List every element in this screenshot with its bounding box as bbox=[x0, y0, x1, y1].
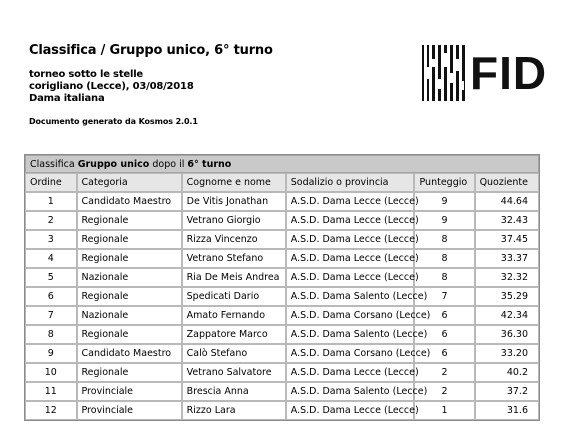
table-caption bbox=[25, 155, 539, 173]
cell-ordine: 12 bbox=[25, 401, 77, 420]
cell-categoria: Candidato Maestro bbox=[77, 192, 182, 211]
cell-punteggio: 9 bbox=[414, 192, 474, 211]
cell-categoria: Regionale bbox=[77, 325, 182, 344]
cell-quoziente: 37.2 bbox=[475, 382, 539, 401]
cell-punteggio: 7 bbox=[414, 287, 474, 306]
cell-punteggio: 6 bbox=[414, 344, 474, 363]
cell-ordine: 2 bbox=[25, 211, 77, 230]
header-quoziente: Quoziente bbox=[475, 173, 539, 192]
cell-ordine: 6 bbox=[25, 287, 77, 306]
cell-sodalizio: A.S.D. Dama Lecce (Lecce) bbox=[286, 230, 415, 249]
table-row bbox=[25, 401, 539, 420]
caption-prefix: Classifica bbox=[30, 158, 75, 170]
cell-punteggio: 2 bbox=[414, 363, 474, 382]
cell-ordine: 1 bbox=[25, 192, 77, 211]
cell-ordine: 7 bbox=[25, 306, 77, 325]
cell-ordine: 10 bbox=[25, 363, 77, 382]
table-row bbox=[25, 287, 539, 306]
generated-note: Documento generato da Kosmos 2.0.1 bbox=[29, 117, 198, 126]
table-body bbox=[25, 192, 539, 420]
caption-group: Gruppo unico bbox=[77, 158, 150, 170]
cell-cognome-nome: Amato Fernando bbox=[182, 306, 286, 325]
fid-logo bbox=[422, 45, 548, 101]
caption-middle: dopo il bbox=[152, 158, 185, 170]
cell-quoziente: 35.29 bbox=[475, 287, 539, 306]
cell-sodalizio: A.S.D. Dama Salento (Lecce) bbox=[286, 382, 415, 401]
table-row bbox=[25, 249, 539, 268]
table-caption-row bbox=[25, 155, 539, 173]
header-cognome-nome: Cognome e nome bbox=[182, 173, 286, 192]
header-sodalizio: Sodalizio o provincia bbox=[286, 173, 415, 192]
cell-sodalizio: A.S.D. Dama Lecce (Lecce) bbox=[286, 192, 415, 211]
table-row bbox=[25, 344, 539, 363]
cell-ordine: 4 bbox=[25, 249, 77, 268]
cell-sodalizio: A.S.D. Dama Corsano (Lecce) bbox=[286, 344, 415, 363]
cell-sodalizio: A.S.D. Dama Lecce (Lecce) bbox=[286, 401, 415, 420]
logo-bars-icon bbox=[422, 45, 466, 101]
header-categoria: Categoria bbox=[77, 173, 182, 192]
cell-quoziente: 42.34 bbox=[475, 306, 539, 325]
table-row bbox=[25, 363, 539, 382]
cell-punteggio: 8 bbox=[414, 268, 474, 287]
cell-cognome-nome: Rizza Vincenzo bbox=[182, 230, 286, 249]
cell-ordine: 8 bbox=[25, 325, 77, 344]
cell-quoziente: 33.20 bbox=[475, 344, 539, 363]
game-type: Dama italiana bbox=[29, 93, 105, 104]
cell-quoziente: 32.43 bbox=[475, 211, 539, 230]
tournament-place-date: corigliano (Lecce), 03/08/2018 bbox=[29, 81, 194, 92]
cell-ordine: 3 bbox=[25, 230, 77, 249]
table-row bbox=[25, 192, 539, 211]
cell-categoria: Regionale bbox=[77, 363, 182, 382]
table-header-row bbox=[25, 173, 539, 192]
table-row bbox=[25, 382, 539, 401]
cell-categoria: Nazionale bbox=[77, 268, 182, 287]
cell-sodalizio: A.S.D. Dama Lecce (Lecce) bbox=[286, 249, 415, 268]
cell-cognome-nome: Vetrano Salvatore bbox=[182, 363, 286, 382]
cell-punteggio: 1 bbox=[414, 401, 474, 420]
cell-quoziente: 33.37 bbox=[475, 249, 539, 268]
cell-categoria: Candidato Maestro bbox=[77, 344, 182, 363]
cell-cognome-nome: De Vitis Jonathan bbox=[182, 192, 286, 211]
cell-sodalizio: A.S.D. Dama Salento (Lecce) bbox=[286, 325, 415, 344]
cell-categoria: Provinciale bbox=[77, 401, 182, 420]
cell-quoziente: 37.45 bbox=[475, 230, 539, 249]
cell-ordine: 5 bbox=[25, 268, 77, 287]
cell-punteggio: 8 bbox=[414, 249, 474, 268]
cell-sodalizio: A.S.D. Dama Lecce (Lecce) bbox=[286, 211, 415, 230]
cell-categoria: Regionale bbox=[77, 211, 182, 230]
table-row bbox=[25, 268, 539, 287]
cell-cognome-nome: Vetrano Giorgio bbox=[182, 211, 286, 230]
header-punteggio: Punteggio bbox=[414, 173, 474, 192]
cell-ordine: 9 bbox=[25, 344, 77, 363]
cell-sodalizio: A.S.D. Dama Lecce (Lecce) bbox=[286, 268, 415, 287]
table-row bbox=[25, 230, 539, 249]
cell-categoria: Regionale bbox=[77, 249, 182, 268]
ranking-table bbox=[24, 154, 540, 421]
cell-cognome-nome: Vetrano Stefano bbox=[182, 249, 286, 268]
cell-punteggio: 2 bbox=[414, 382, 474, 401]
table-row bbox=[25, 211, 539, 230]
cell-sodalizio: A.S.D. Dama Corsano (Lecce) bbox=[286, 306, 415, 325]
header-ordine: Ordine bbox=[25, 173, 77, 192]
table-row bbox=[25, 325, 539, 344]
cell-punteggio: 6 bbox=[414, 306, 474, 325]
cell-quoziente: 40.2 bbox=[475, 363, 539, 382]
cell-cognome-nome: Rizzo Lara bbox=[182, 401, 286, 420]
cell-punteggio: 6 bbox=[414, 325, 474, 344]
cell-quoziente: 44.64 bbox=[475, 192, 539, 211]
logo-text: FID bbox=[470, 47, 548, 99]
caption-turn: 6° turno bbox=[187, 158, 232, 170]
cell-sodalizio: A.S.D. Dama Salento (Lecce) bbox=[286, 287, 415, 306]
cell-categoria: Provinciale bbox=[77, 382, 182, 401]
cell-cognome-nome: Ria De Meis Andrea bbox=[182, 268, 286, 287]
cell-cognome-nome: Brescia Anna bbox=[182, 382, 286, 401]
cell-cognome-nome: Zappatore Marco bbox=[182, 325, 286, 344]
tournament-name: torneo sotto le stelle bbox=[29, 69, 144, 80]
cell-categoria: Regionale bbox=[77, 230, 182, 249]
cell-punteggio: 8 bbox=[414, 230, 474, 249]
page-title: Classifica / Gruppo unico, 6° turno bbox=[29, 43, 273, 58]
cell-quoziente: 36.30 bbox=[475, 325, 539, 344]
cell-quoziente: 31.6 bbox=[475, 401, 539, 420]
tournament-info bbox=[29, 69, 194, 105]
cell-quoziente: 32.32 bbox=[475, 268, 539, 287]
cell-punteggio: 9 bbox=[414, 211, 474, 230]
cell-categoria: Nazionale bbox=[77, 306, 182, 325]
cell-categoria: Regionale bbox=[77, 287, 182, 306]
cell-sodalizio: A.S.D. Dama Lecce (Lecce) bbox=[286, 363, 415, 382]
cell-cognome-nome: Spedicati Dario bbox=[182, 287, 286, 306]
cell-cognome-nome: Calò Stefano bbox=[182, 344, 286, 363]
table-row bbox=[25, 306, 539, 325]
cell-ordine: 11 bbox=[25, 382, 77, 401]
